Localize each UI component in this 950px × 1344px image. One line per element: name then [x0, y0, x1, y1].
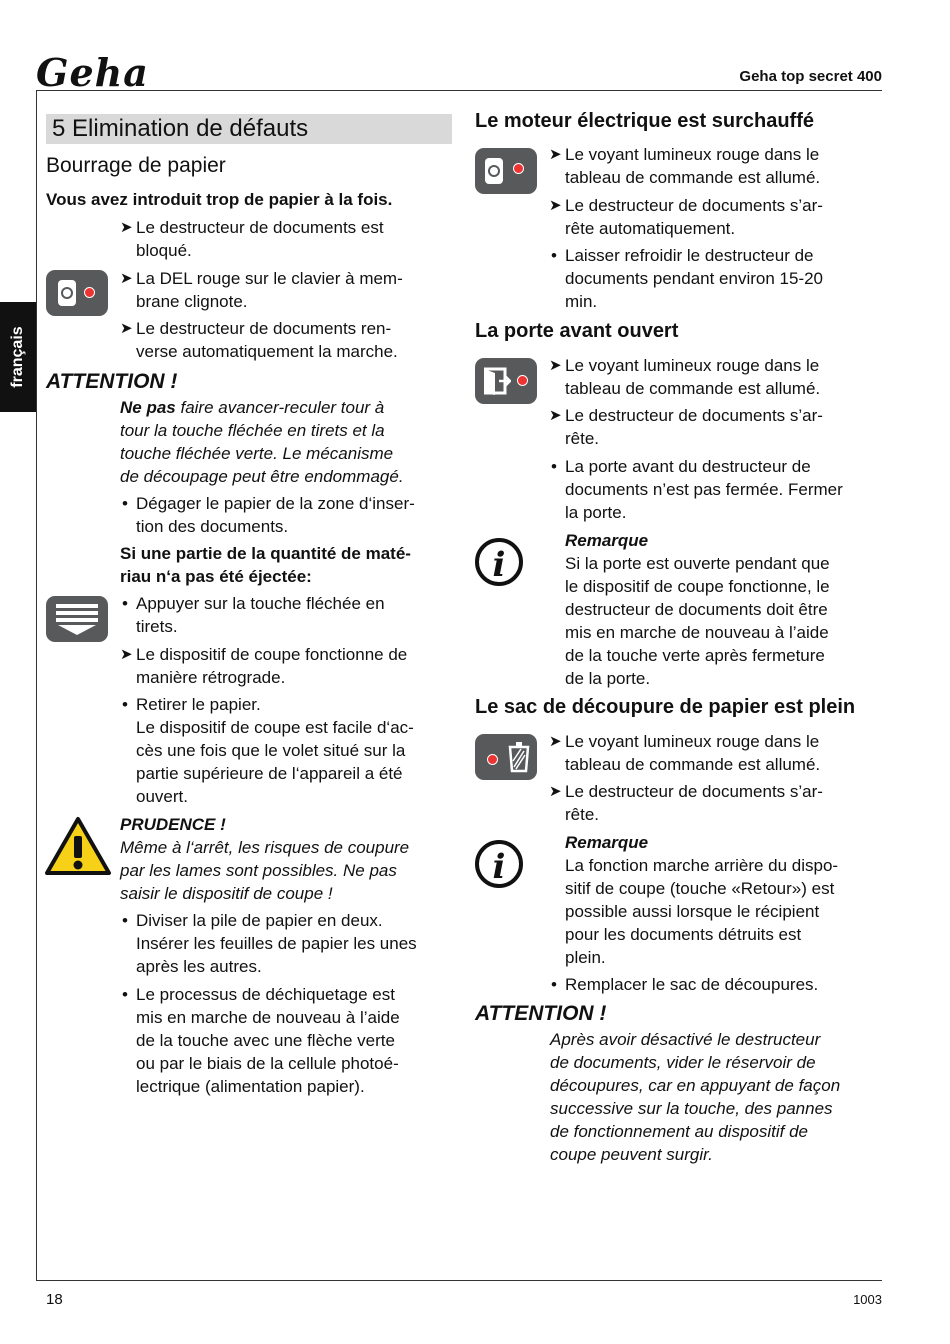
- arrow-icon: ➤: [120, 219, 133, 236]
- arrow-icon: ➤: [549, 407, 562, 424]
- bullet-icon: •: [122, 911, 128, 930]
- document-code: 1003: [853, 1292, 882, 1307]
- warning-triangle-icon: [44, 816, 112, 876]
- page-number: 18: [46, 1291, 63, 1308]
- result-item: ➤ Le destructeur de documents s’ar- rête.: [549, 782, 823, 824]
- attention-heading: ATTENTION !: [46, 370, 178, 393]
- remarque-title: Remarque: [565, 833, 649, 852]
- bag-full-panel-icon: [475, 734, 537, 780]
- header-rule: [36, 90, 882, 91]
- arrow-icon: ➤: [120, 646, 133, 663]
- bullet-icon: •: [122, 985, 128, 1004]
- arrow-icon: ➤: [120, 270, 133, 287]
- chapter-title: 5 Elimination de défauts: [52, 115, 309, 142]
- section-heading-bourrage: Bourrage de papier: [46, 154, 226, 177]
- section-heading-porte: La porte avant ouvert: [475, 320, 679, 342]
- bullet-icon: •: [122, 494, 128, 513]
- bullet-icon: •: [122, 594, 128, 613]
- result-item: ➤ Le voyant lumineux rouge dans le tableau de commande est allumé.: [549, 356, 821, 398]
- left-rule: [36, 90, 37, 1281]
- action-item: • Diviser la pile de papier en deux. Insérer les feuilles de papier les unes après les autres.: [122, 911, 417, 976]
- reverse-key-panel-icon: [46, 596, 108, 642]
- language-tab: [0, 302, 36, 412]
- info-glyph: i: [492, 847, 506, 887]
- action-item: • La porte avant du destructeur de documents n’est pas fermée. Fermer la porte.: [551, 457, 843, 522]
- attention-heading: ATTENTION !: [475, 1002, 607, 1025]
- arrow-icon: ➤: [549, 733, 562, 750]
- subheading-trop-papier: Vous avez introduit trop de papier à la fois.: [46, 190, 393, 209]
- action-item: • Appuyer sur la touche fléchée en tirets.: [122, 594, 385, 636]
- info-icon: [475, 534, 525, 590]
- result-item: ➤ La DEL rouge sur le clavier à mem- brane clignote.: [120, 269, 403, 311]
- motor-led-panel-icon: [46, 270, 108, 316]
- remarque-text: La fonction marche arrière du dispo- sitif de coupe (touche «Retour») est possible aussi lorsque le récipient pour les documents détruits est plein.: [565, 856, 839, 967]
- info-glyph: i: [492, 545, 506, 585]
- info-icon: [475, 836, 525, 892]
- result-item: ➤ Le voyant lumineux rouge dans le tableau de commande est allumé.: [549, 732, 821, 774]
- attention-text: Ne pas faire avancer-reculer tour à tour la touche fléchée en tirets et la touche fléchée verte. Le mécanisme de découpage peut être endommagé.: [120, 398, 404, 486]
- result-item: ➤ Le destructeur de documents s’ar- rête.: [549, 406, 823, 448]
- result-item: ➤ Le destructeur de documents ren- verse automatiquement la marche.: [120, 319, 398, 361]
- prudence-text: Même à l‘arrêt, les risques de coupure par les lames sont possibles. Ne pas saisir le dispositif de coupe !: [120, 838, 410, 903]
- arrow-icon: ➤: [120, 320, 133, 337]
- result-item: ➤ Le destructeur de documents est bloqué.: [120, 218, 384, 260]
- document-title: Geha top secret 400: [739, 68, 882, 85]
- attention-text: Après avoir désactivé le destructeur de documents, vider le réservoir de découpures, car en appuyant de façon successive sur la touche, des pannes de fonctionnement au dispositif de coupe peuvent surgir.: [550, 1030, 841, 1164]
- action-item: • Dégager le papier de la zone d‘inser- tion des documents.: [122, 494, 415, 536]
- subheading-partie: Si une partie de la quantité de maté- riau n‘a pas été éjectée:: [120, 544, 411, 586]
- result-item: ➤ Le voyant lumineux rouge dans le tableau de commande est allumé.: [549, 145, 821, 187]
- prudence-heading: PRUDENCE !: [120, 815, 226, 834]
- motor-led-panel-icon: [475, 148, 537, 194]
- arrow-icon: ➤: [549, 197, 562, 214]
- section-heading-sac: Le sac de découpure de papier est plein: [475, 696, 856, 718]
- footer-rule: [36, 1280, 882, 1281]
- section-heading-moteur: Le moteur électrique est surchauffé: [475, 110, 814, 132]
- arrow-icon: ➤: [549, 357, 562, 374]
- action-item: • Le processus de déchiquetage est mis en marche de nouveau à l’aide de la touche avec une flèche verte ou par le biais de la cellule photoé- lectrique (alimentation papier).: [122, 985, 400, 1096]
- action-item: • Retirer le papier. Le dispositif de coupe est facile d‘ac- cès une fois que le volet situé sur la partie supérieure de l‘appareil a été ouvert.: [122, 695, 414, 806]
- language-label: français: [9, 326, 26, 388]
- bullet-icon: •: [551, 246, 557, 265]
- result-item: ➤ Le dispositif de coupe fonctionne de manière rétrograde.: [120, 645, 408, 687]
- arrow-icon: ➤: [549, 783, 562, 800]
- bullet-icon: •: [551, 975, 557, 994]
- door-led-panel-icon: [475, 358, 537, 404]
- bullet-icon: •: [551, 457, 557, 476]
- action-item: • Remplacer le sac de découpures.: [551, 975, 819, 994]
- action-item: • Laisser refroidir le destructeur de documents pendant environ 15-20 min.: [551, 246, 824, 311]
- result-item: ➤ Le destructeur de documents s’ar- rête automatiquement.: [549, 196, 823, 238]
- arrow-icon: ➤: [549, 146, 562, 163]
- geha-logo: Geha: [36, 50, 149, 95]
- remarque-title: Remarque: [565, 531, 649, 550]
- remarque-text: Si la porte est ouverte pendant que le dispositif de coupe fonctionne, le destructeur de documents doit être mis en marche de nouveau à l’aide de la touche verte après fermeture de la porte.: [565, 554, 830, 688]
- bullet-icon: •: [122, 695, 128, 714]
- chapter-heading: [46, 114, 452, 144]
